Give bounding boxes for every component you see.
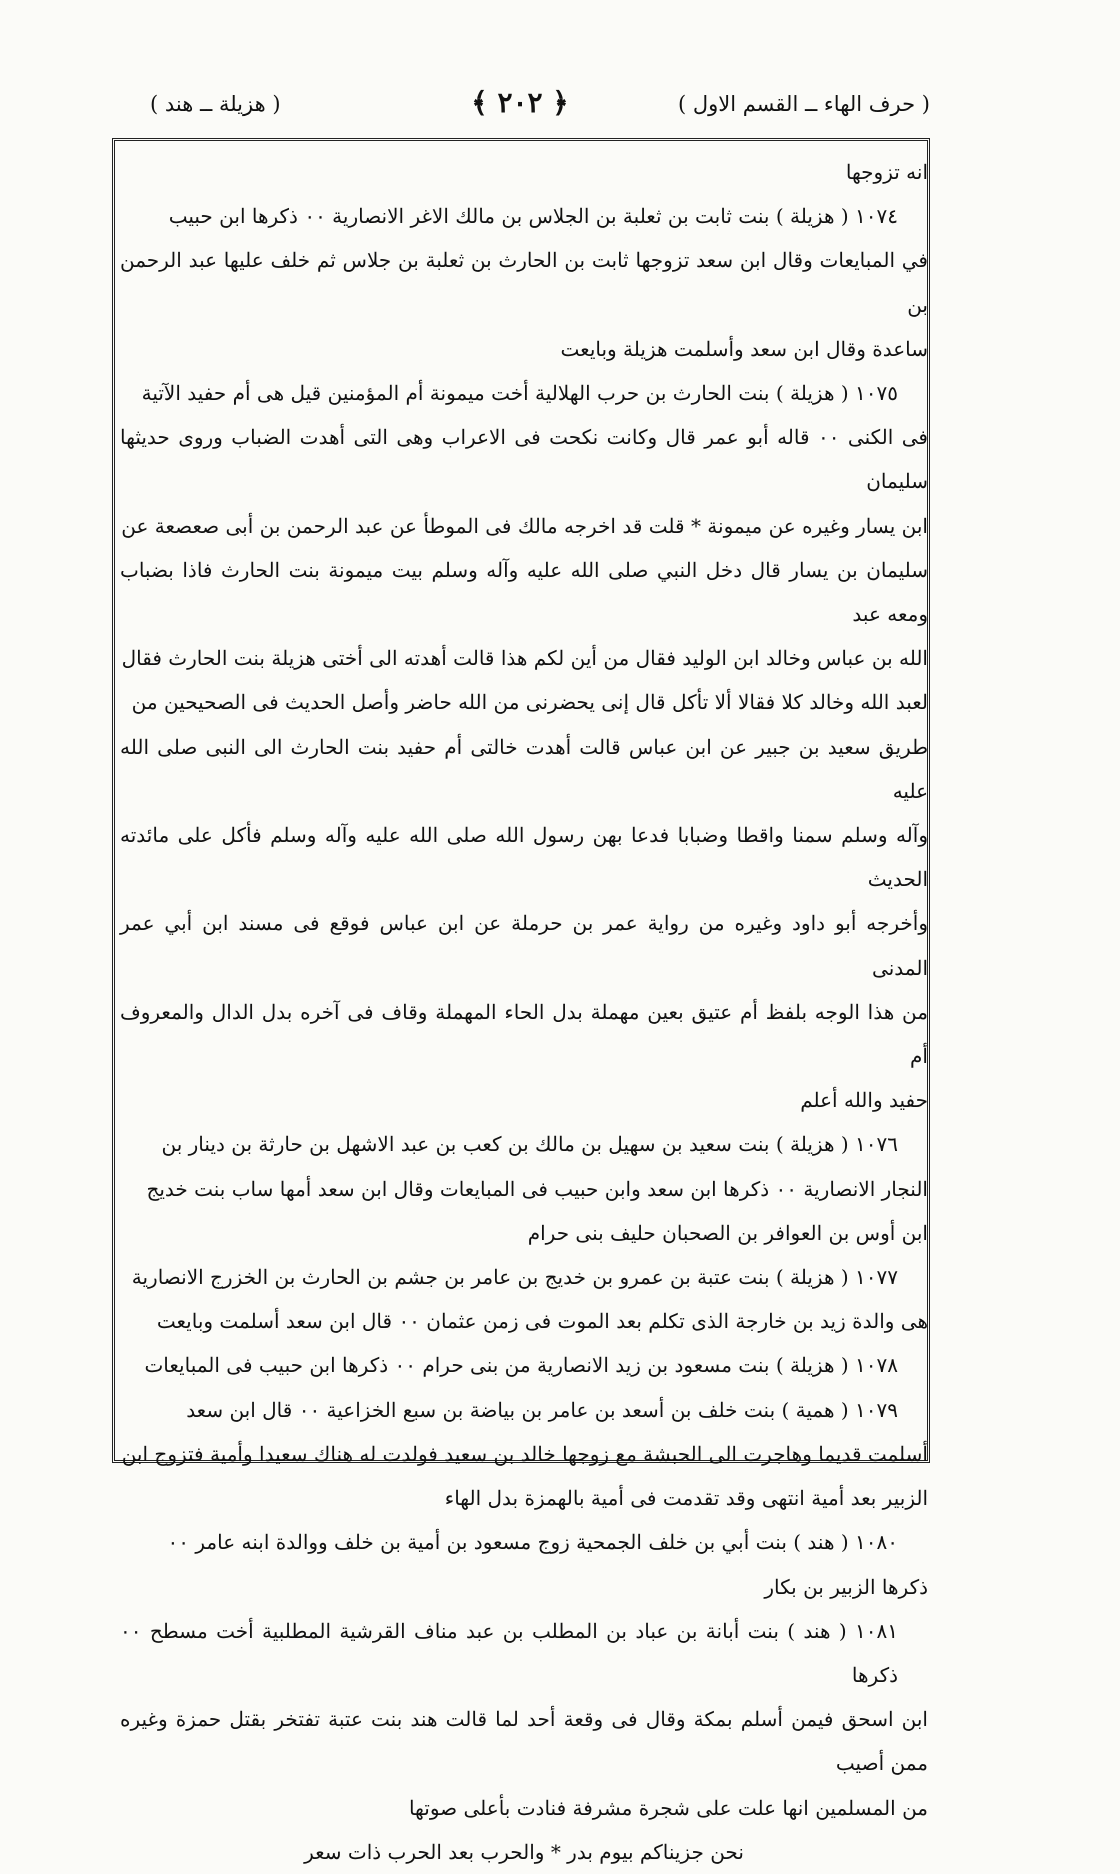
- text-line: ساعدة وقال ابن سعد وأسلمت هزيلة وبايعت: [560, 336, 928, 361]
- text-line: ابن يسار وغيره عن ميمونة * قلت قد اخرجه مالك فى الموطأ عن عبد الرحمن بن أبى صعصعة عن: [121, 513, 928, 538]
- text-line: النجار الانصارية ٠٠ ذكرها ابن سعد وابن حبيب فى المبايعات وقال ابن سعد أمها ساب بنت خديج: [146, 1176, 928, 1201]
- text-line: انه تزوجها: [845, 160, 928, 184]
- text-line: هى والدة زيد بن خارجة الذى تكلم بعد الموت فى زمن عثمان ٠٠ قال ابن سعد أسلمت وبايعت: [156, 1309, 928, 1334]
- entry-1079: ١٠٧٩ ( همية ) بنت خلف بن أسعد بن عامر بن بياضة بن سبع الخزاعية ٠٠ قال ابن سعد: [186, 1397, 898, 1422]
- text-line: لعبد الله وخالد كلا فقالا ألا تأكل قال إنى يحضرنى من الله حاضر وأصل الحديث فى الصحيحين من: [131, 690, 928, 715]
- entry-1077: ١٠٧٧ ( هزيلة ) بنت عتبة بن عمرو بن خديج بن عامر بن جشم بن الحارث بن الخزرج الانصارية: [131, 1265, 898, 1290]
- page-number: ﴿ ٢٠٢ ﴾: [471, 86, 569, 119]
- header-section-title: ( حرف الهاء ــ القسم الاول ): [677, 92, 930, 116]
- text-line: وآله وسلم سمنا واقطا وضبابا فدعا بهن رسول الله صلى الله عليه وآله وسلم فأكل على مائدته الحديث: [120, 823, 928, 892]
- text-line: طريق سعيد بن جبير عن ابن عباس قالت أهدت خالتى أم حفيد بنت الحارث الى النبى صلى الله عليه: [120, 734, 928, 803]
- running-header: [110, 86, 930, 132]
- text-line: من هذا الوجه بلفظ أم عتيق بعين مهملة بدل الحاء المهملة وقاف فى آخره بدل الدال والمعروف أم: [120, 999, 928, 1069]
- header-entry-range: ( هزيلة ــ هند ): [150, 92, 281, 116]
- text-line: وأخرجه أبو داود وغيره من رواية عمر بن حرملة عن ابن عباس فوقع فى مسند ابن أبي عمر المدنى: [120, 911, 928, 980]
- entry-1080: ١٠٨٠ ( هند ) بنت أبي بن خلف الجمحية زوج مسعود بن أمية بن خلف ووالدة ابنه عامر ٠٠: [167, 1530, 898, 1555]
- text-line: الله بن عباس وخالد ابن الوليد فقال من أين لكم هذا قالت أهدته الى أختى هزيلة بنت الحارث فقال: [121, 646, 928, 671]
- page-body: [120, 150, 928, 1864]
- entry-1074: ١٠٧٤ ( هزيلة ) بنت ثابت بن ثعلبة بن الجلاس بن مالك الاغر الانصارية ٠٠ ذكرها ابن حبيب: [168, 204, 898, 229]
- text-line: الزبير بعد أمية انتهى وقد تقدمت فى أمية بالهمزة بدل الهاء: [444, 1486, 928, 1511]
- text-line: فى الكنى ٠٠ قاله أبو عمر قال وكانت نكحت فى الاعراب وهى التى أهدت الضباب وروى حديثها سليمان: [120, 425, 928, 494]
- entry-1075: ١٠٧٥ ( هزيلة ) بنت الحارث بن حرب الهلالية أخت ميمونة أم المؤمنين قيل هى أم حفيد الآتية: [141, 381, 898, 406]
- text-line: ذكرها الزبير بن بكار: [764, 1574, 928, 1599]
- poem-verse: نحن جزيناكم بيوم بدر * والحرب بعد الحرب ذات سعر: [304, 1839, 744, 1864]
- text-line: حفيد والله أعلم: [800, 1088, 928, 1113]
- text-line: سليمان بن يسار قال دخل النبي صلى الله عليه وآله وسلم بيت ميمونة بنت الحارث فاذا بضباب ومعه عبد: [120, 557, 928, 627]
- text-line: في المبايعات وقال ابن سعد تزوجها ثابت بن الحارث بن ثعلبة بن جلاس ثم خلف عليها عبد الرحمن بن: [120, 248, 928, 317]
- text-line: ابن اسحق فيمن أسلم بمكة وقال فى وقعة أحد لما قالت هند بنت عتبة تفتخر بقتل حمزة وغيره ممن أصيب: [120, 1707, 928, 1776]
- text-line: من المسلمين انها علت على شجرة مشرفة فنادت بأعلى صوتها: [408, 1795, 928, 1820]
- entry-1078: ١٠٧٨ ( هزيلة ) بنت مسعود بن زيد الانصارية من بنى حرام ٠٠ ذكرها ابن حبيب فى المبايعات: [144, 1353, 898, 1378]
- entry-1076: ١٠٧٦ ( هزيلة ) بنت سعيد بن سهيل بن مالك بن كعب بن عبد الاشهل بن حارثة بن دينار بن: [161, 1132, 898, 1157]
- entry-1081: ١٠٨١ ( هند ) بنت أبانة بن عباد بن المطلب بن عبد مناف القرشية المطلبية أخت مسطح ٠٠ ذكرها: [120, 1618, 898, 1687]
- text-line: ابن أوس بن العوافر بن الصحبان حليف بنى حرام: [527, 1220, 928, 1245]
- text-line: أسلمت قديما وهاجرت الى الحبشة مع زوجها خالد بن سعيد فولدت له هناك سعيدا وأمية فتزوج ابن: [121, 1441, 928, 1466]
